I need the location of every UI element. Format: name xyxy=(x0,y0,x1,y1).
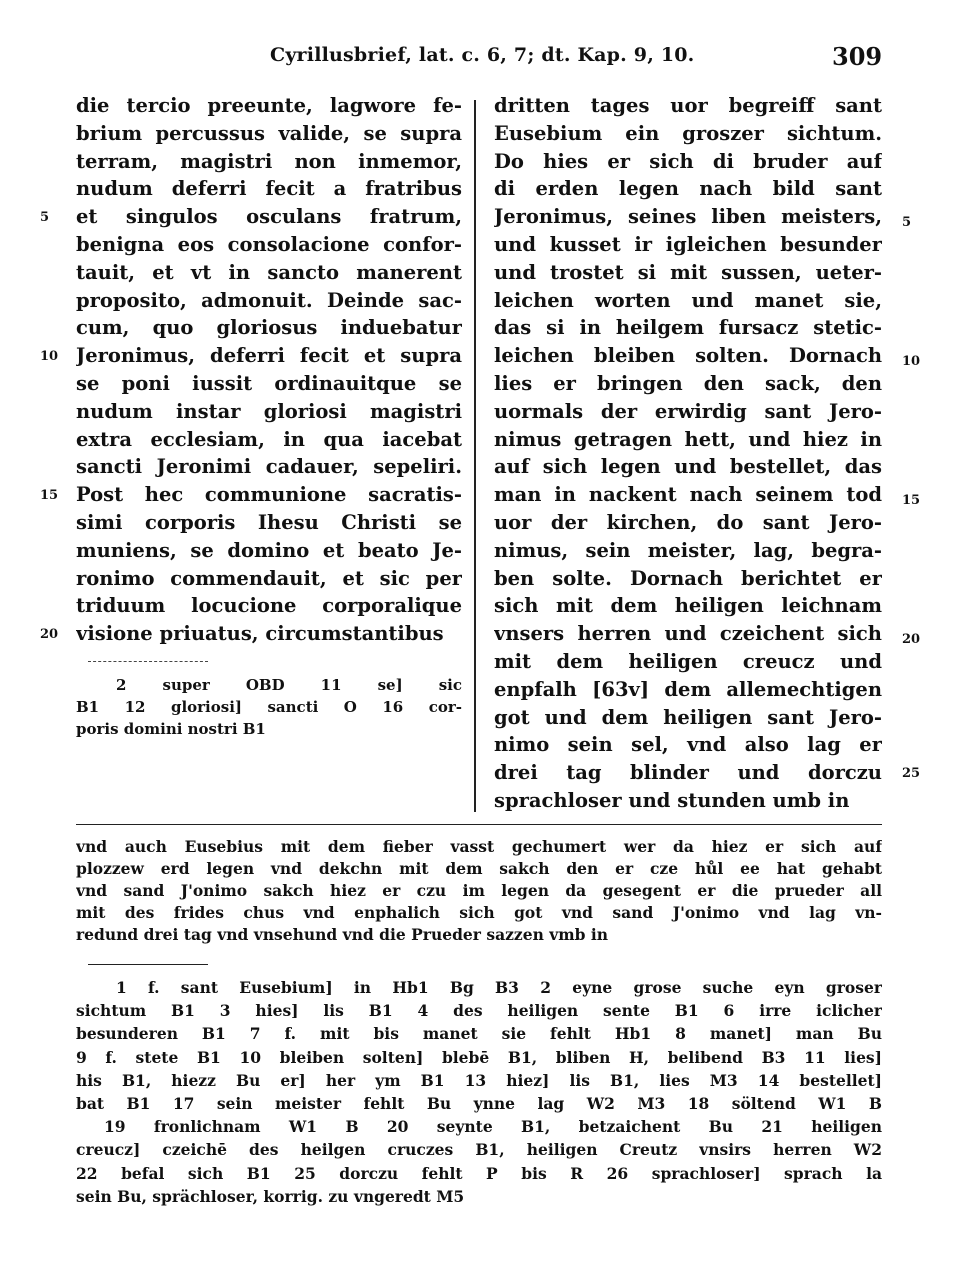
line-number-left: 5 xyxy=(40,210,50,225)
latin-line: die tercio preeunte, lagwore fe- xyxy=(76,94,462,117)
german-line: nimus, sein meister, lag, begra- xyxy=(494,538,882,562)
latin-line: se poni iussit ordinauitque se xyxy=(76,371,462,395)
latin-line: Jeronimus, deferri fecit et supra xyxy=(76,344,462,368)
section-rule xyxy=(76,824,882,825)
german-line: di erden legen nach bild sant xyxy=(494,177,882,201)
variant-line: mit des frides chus vnd enphalich sich got vnd sand J'onimo vnd lag vn- xyxy=(76,903,882,922)
footnote-line: sein Bu, sprächloser, korrig. zu vngeredt M5 xyxy=(76,1186,465,1206)
german-line: ben solte. Dornach berichtet er xyxy=(494,566,882,590)
german-line: uor der kirchen, do sant Jero- xyxy=(494,510,882,534)
latin-line: ronimo commendauit, et sic per xyxy=(76,566,462,590)
latin-line: terram, magistri non inmemor, xyxy=(76,149,462,173)
german-line: Jeronimus, seines liben meisters, xyxy=(494,205,882,229)
latin-line: nudum deferri fecit a fratribus xyxy=(76,177,462,201)
latin-line: muniens, se domino et beato Je- xyxy=(76,538,462,562)
german-line: auf sich legen und bestellet, das xyxy=(494,455,882,479)
german-line: mit dem heiligen creucz und xyxy=(494,649,882,673)
german-line: drei tag blinder und dorczu xyxy=(494,761,882,785)
line-number-right: 5 xyxy=(902,215,912,230)
footnote-line: B1 12 gloriosi] sancti O 16 cor- xyxy=(76,698,462,716)
line-number-left: 20 xyxy=(40,627,59,642)
german-line: man in nackent nach seinem tod xyxy=(494,483,882,507)
footnote-line: 19 fronlichnam W1 B 20 seynte B1, betzaichent Bu 21 heiligen xyxy=(104,1117,882,1137)
latin-line: extra ecclesiam, in qua iacebat xyxy=(76,427,462,451)
line-number-right: 25 xyxy=(902,766,921,781)
german-line: lies er bringen den sack, den xyxy=(494,371,882,395)
footnote-line: poris domini nostri B1 xyxy=(76,720,266,738)
german-line: enpfalh [63v] dem allemechtigen xyxy=(494,677,882,701)
german-line: dritten tages uor begreiff sant xyxy=(494,94,882,117)
line-number-right: 10 xyxy=(902,354,921,369)
footnote-line: 22 befal sich B1 25 dorczu fehlt P bis R 26 sprachloser] sprach la xyxy=(76,1163,882,1183)
german-line: Do hies er sich di bruder auf xyxy=(494,149,882,173)
page-number: 309 xyxy=(832,42,883,71)
line-number-left: 10 xyxy=(40,349,59,364)
german-line: leichen worten und manet sie, xyxy=(494,288,882,312)
german-line: das si in heilgem fursacz stetic- xyxy=(494,316,882,340)
variant-line: vnd sand J'onimo sakch hiez er czu im legen da gesegent er die prueder all xyxy=(76,881,882,900)
latin-line: brium percussus valide, se supra xyxy=(76,121,462,145)
footnote-line: besunderen B1 7 f. mit bis manet sie fehlt Hb1 8 manet] man Bu xyxy=(76,1024,882,1044)
footnote-line: 2 super OBD 11 se] sic xyxy=(116,676,462,694)
latin-line: simi corporis Ihesu Christi se xyxy=(76,510,462,534)
footnote-line: 9 f. stete B1 10 bleiben solten] blebē B1, bliben H, belibend B3 11 lies] xyxy=(76,1047,882,1067)
latin-line: triduum locucione corporalique xyxy=(76,594,462,618)
line-number-right: 15 xyxy=(902,493,921,508)
latin-line: tauit, et vt in sancto manerent xyxy=(76,260,462,284)
footnote-line: 1 f. sant Eusebium] in Hb1 Bg B3 2 eyne grose suche eyn groser xyxy=(116,978,882,997)
german-line: got und dem heiligen sant Jero- xyxy=(494,705,882,729)
german-line: und kusset ir igleichen besunder xyxy=(494,232,882,256)
latin-line: visione priuatus, circumstantibus xyxy=(76,622,444,646)
latin-footnotes xyxy=(76,674,462,740)
latin-line: proposito, admonuit. Deinde sac- xyxy=(76,288,462,312)
footnote-line: bat B1 17 sein meister fehlt Bu ynne lag W2 M3 18 söltend W1 B xyxy=(76,1093,882,1113)
latin-line: sancti Jeronimi cadauer, sepeliri. xyxy=(76,455,462,479)
variant-line: vnd auch Eusebius mit dem fieber vasst gechumert wer da hiez er sich auf xyxy=(76,837,882,856)
german-line: nimo sein sel, vnd also lag er xyxy=(494,733,882,757)
latin-line: Post hec communione sacratis- xyxy=(76,483,462,507)
column-divider xyxy=(474,100,476,812)
line-number-right: 20 xyxy=(902,632,921,647)
line-number-left: 15 xyxy=(40,488,59,503)
footnote-line: sichtum B1 3 hies] lis B1 4 des heiligen sente B1 6 irre iclicher xyxy=(76,1001,882,1021)
footnote-rule xyxy=(88,661,208,662)
latin-line: nudum instar gloriosi magistri xyxy=(76,399,462,423)
running-header: Cyrillusbrief, lat. c. 6, 7; dt. Kap. 9, 10. xyxy=(270,44,695,66)
german-line: sich mit dem heiligen leichnam xyxy=(494,594,882,618)
latin-line: cum, quo gloriosus induebatur xyxy=(76,316,462,340)
variant-line: plozzew erd legen vnd dekchn mit dem sakch den er cze hůl ee hat gehabt xyxy=(76,859,882,878)
german-footnotes xyxy=(76,976,882,1208)
variant-text-block xyxy=(76,836,882,946)
german-line: uormals der erwirdig sant Jero- xyxy=(494,399,882,423)
footnote-line: creucz] czeichē des heilgen cruczes B1, heiligen Creutz vnsirs herren W2 xyxy=(76,1140,882,1160)
variant-line: redund drei tag vnd vnsehund vnd die Prueder sazzen vmb in xyxy=(76,925,609,944)
latin-column xyxy=(76,92,462,648)
footnote-line: his B1, hiezz Bu er] her ym B1 13 hiez] lis B1, lies M3 14 bestellet] xyxy=(76,1070,882,1090)
latin-line: et singulos osculans fratrum, xyxy=(76,205,462,229)
german-line: Eusebium ein groszer sichtum. xyxy=(494,121,882,145)
german-column xyxy=(494,92,882,815)
latin-line: benigna eos consolacione confor- xyxy=(76,232,462,256)
german-line: vnsers herren und czeichent sich xyxy=(494,622,882,646)
german-line: nimus getragen hett, und hiez in xyxy=(494,427,882,451)
german-line: sprachloser und stunden umb in xyxy=(494,788,850,812)
german-line: und trostet si mit sussen, ueter- xyxy=(494,260,882,284)
german-line: leichen bleiben solten. Dornach xyxy=(494,344,882,368)
footnote-rule xyxy=(88,964,208,965)
